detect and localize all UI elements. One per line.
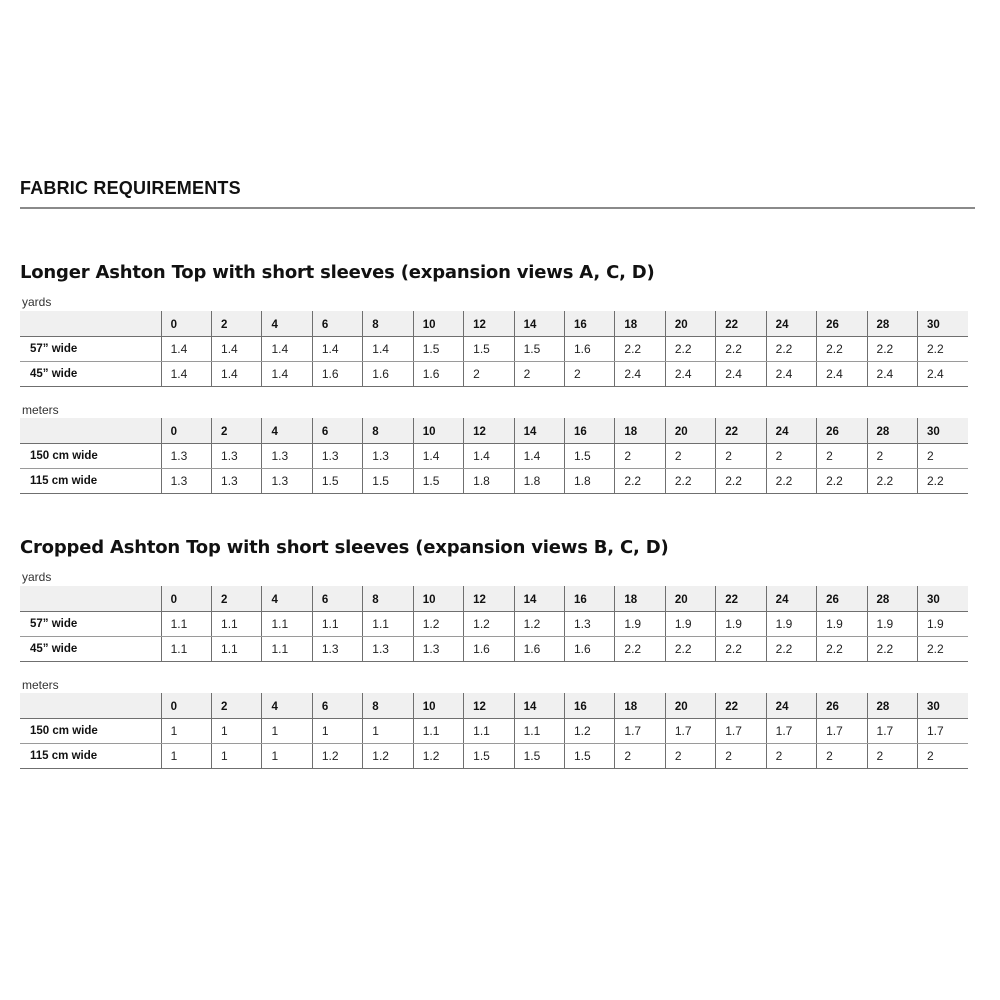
yardage-cell: 2: [615, 443, 665, 468]
size-header-cell: 14: [514, 693, 564, 718]
size-header-cell: 6: [312, 311, 362, 336]
fabric-width-label: 45” wide: [20, 636, 161, 661]
yardage-cell: 2: [867, 443, 917, 468]
table-row: [20, 611, 968, 636]
size-header-row: [20, 418, 968, 443]
size-header-cell: 10: [413, 418, 463, 443]
size-header-cell: 10: [413, 693, 463, 718]
fabric-width-label: 115 cm wide: [20, 743, 161, 768]
yardage-cell: 1.2: [514, 611, 564, 636]
yardage-cell: 1.4: [514, 443, 564, 468]
yardage-cell: 2: [817, 743, 867, 768]
yardage-cell: 1.9: [766, 611, 816, 636]
fabric-table-yards: [20, 586, 968, 662]
size-header-cell: 30: [917, 586, 968, 611]
fabric-table-yards: [20, 311, 968, 387]
yardage-cell: 1.5: [514, 743, 564, 768]
yardage-cell: 2.2: [615, 336, 665, 361]
size-header-cell: 16: [564, 693, 614, 718]
yardage-cell: 1.4: [464, 443, 514, 468]
yardage-cell: 1.3: [564, 611, 614, 636]
size-header-cell: 30: [917, 311, 968, 336]
yardage-cell: 1.9: [817, 611, 867, 636]
size-header-cell: 28: [867, 418, 917, 443]
yardage-cell: 1.2: [363, 743, 413, 768]
size-header-cell: 4: [262, 586, 312, 611]
yardage-cell: 1.5: [363, 468, 413, 493]
yardage-cell: 2: [716, 443, 766, 468]
yardage-cell: 1.3: [161, 468, 211, 493]
yardage-cell: 1.1: [363, 611, 413, 636]
size-header-cell: 18: [615, 311, 665, 336]
size-header-cell: 4: [262, 693, 312, 718]
yardage-cell: 1.3: [312, 636, 362, 661]
yardage-cell: 1.7: [716, 718, 766, 743]
size-header-cell: 0: [161, 418, 211, 443]
section-title: Longer Ashton Top with short sleeves (expansion views A, C, D): [20, 262, 655, 283]
header-corner-cell: [20, 693, 161, 718]
fabric-width-label: 150 cm wide: [20, 718, 161, 743]
table-row: [20, 743, 968, 768]
yardage-cell: 2: [817, 443, 867, 468]
title-divider: [20, 207, 975, 209]
yardage-cell: 1.4: [363, 336, 413, 361]
size-header-cell: 14: [514, 418, 564, 443]
yardage-cell: 1.6: [464, 636, 514, 661]
yardage-cell: 2.4: [766, 361, 816, 386]
section-title: Cropped Ashton Top with short sleeves (expansion views B, C, D): [20, 537, 669, 558]
size-header-row: [20, 311, 968, 336]
size-header-cell: 24: [766, 586, 816, 611]
yardage-cell: 2.2: [867, 468, 917, 493]
size-header-cell: 30: [917, 418, 968, 443]
size-header-cell: 16: [564, 418, 614, 443]
yardage-cell: 2.2: [917, 336, 968, 361]
size-header-cell: 8: [363, 693, 413, 718]
yardage-cell: 1.1: [161, 611, 211, 636]
yardage-cell: 1.6: [564, 336, 614, 361]
fabric-width-label: 150 cm wide: [20, 443, 161, 468]
yardage-cell: 2.2: [867, 336, 917, 361]
yardage-cell: 1.5: [413, 468, 463, 493]
yardage-cell: 1.3: [312, 443, 362, 468]
size-header-cell: 12: [464, 693, 514, 718]
yardage-cell: 1.6: [312, 361, 362, 386]
size-header-cell: 24: [766, 693, 816, 718]
yardage-cell: 2.2: [766, 636, 816, 661]
table-row: [20, 336, 968, 361]
yardage-cell: 1.5: [564, 443, 614, 468]
yardage-cell: 1.1: [212, 636, 262, 661]
yardage-cell: 1.3: [413, 636, 463, 661]
yardage-cell: 1.6: [514, 636, 564, 661]
yardage-cell: 1: [161, 743, 211, 768]
size-header-cell: 8: [363, 418, 413, 443]
yardage-cell: 2.2: [917, 468, 968, 493]
yardage-cell: 1.7: [665, 718, 715, 743]
yardage-cell: 2: [917, 743, 968, 768]
unit-label: yards: [22, 295, 52, 309]
yardage-cell: 1.7: [615, 718, 665, 743]
yardage-cell: 1.4: [413, 443, 463, 468]
size-header-cell: 20: [665, 418, 715, 443]
size-header-row: [20, 586, 968, 611]
yardage-cell: 2.4: [615, 361, 665, 386]
yardage-cell: 1.6: [564, 636, 614, 661]
yardage-cell: 1.7: [817, 718, 867, 743]
yardage-cell: 2.2: [766, 468, 816, 493]
size-header-cell: 10: [413, 586, 463, 611]
size-header-cell: 26: [817, 311, 867, 336]
yardage-cell: 1.4: [262, 336, 312, 361]
size-header-cell: 16: [564, 586, 614, 611]
yardage-cell: 1.9: [716, 611, 766, 636]
yardage-cell: 1.9: [917, 611, 968, 636]
size-header-cell: 8: [363, 586, 413, 611]
yardage-cell: 1.4: [212, 361, 262, 386]
yardage-cell: 1: [262, 743, 312, 768]
yardage-cell: 1.7: [766, 718, 816, 743]
yardage-cell: 2: [917, 443, 968, 468]
yardage-cell: 2.2: [615, 468, 665, 493]
yardage-cell: 2: [867, 743, 917, 768]
unit-label: yards: [22, 570, 52, 584]
size-header-cell: 2: [212, 418, 262, 443]
yardage-cell: 2: [615, 743, 665, 768]
size-header-cell: 18: [615, 693, 665, 718]
table-row: [20, 636, 968, 661]
yardage-cell: 1.3: [363, 636, 413, 661]
yardage-cell: 2.2: [817, 636, 867, 661]
yardage-cell: 1.1: [413, 718, 463, 743]
yardage-cell: 1.2: [413, 611, 463, 636]
yardage-cell: 1: [262, 718, 312, 743]
size-header-cell: 22: [716, 418, 766, 443]
yardage-cell: 1.1: [161, 636, 211, 661]
yardage-cell: 2: [514, 361, 564, 386]
yardage-cell: 1.2: [564, 718, 614, 743]
yardage-cell: 2.2: [917, 636, 968, 661]
yardage-cell: 1.1: [514, 718, 564, 743]
yardage-cell: 1.7: [917, 718, 968, 743]
yardage-cell: 1.3: [212, 443, 262, 468]
yardage-cell: 1.2: [413, 743, 463, 768]
yardage-cell: 1.5: [464, 743, 514, 768]
yardage-cell: 1.7: [867, 718, 917, 743]
header-corner-cell: [20, 586, 161, 611]
yardage-cell: 1.4: [161, 336, 211, 361]
size-header-cell: 0: [161, 693, 211, 718]
yardage-cell: 1.5: [564, 743, 614, 768]
header-corner-cell: [20, 418, 161, 443]
fabric-width-label: 57” wide: [20, 611, 161, 636]
size-header-cell: 6: [312, 693, 362, 718]
size-header-cell: 2: [212, 693, 262, 718]
yardage-cell: 1.3: [262, 443, 312, 468]
size-header-row: [20, 693, 968, 718]
fabric-table-meters: [20, 693, 968, 769]
yardage-cell: 2: [665, 743, 715, 768]
size-header-cell: 26: [817, 693, 867, 718]
size-header-cell: 22: [716, 693, 766, 718]
yardage-cell: 1.1: [262, 636, 312, 661]
size-header-cell: 30: [917, 693, 968, 718]
fabric-table-meters: [20, 418, 968, 494]
yardage-cell: 2.2: [665, 468, 715, 493]
yardage-cell: 1.4: [312, 336, 362, 361]
fabric-width-label: 115 cm wide: [20, 468, 161, 493]
yardage-cell: 1.4: [212, 336, 262, 361]
size-header-cell: 6: [312, 418, 362, 443]
yardage-cell: 2.2: [615, 636, 665, 661]
yardage-cell: 2.2: [716, 468, 766, 493]
size-header-cell: 28: [867, 693, 917, 718]
yardage-cell: 2.2: [817, 468, 867, 493]
fabric-width-label: 45” wide: [20, 361, 161, 386]
size-header-cell: 20: [665, 693, 715, 718]
page-title: FABRIC REQUIREMENTS: [20, 178, 241, 198]
yardage-cell: 2.2: [716, 636, 766, 661]
yardage-cell: 2: [464, 361, 514, 386]
size-header-cell: 4: [262, 311, 312, 336]
size-header-cell: 6: [312, 586, 362, 611]
size-header-cell: 12: [464, 311, 514, 336]
yardage-cell: 1.1: [312, 611, 362, 636]
size-header-cell: 18: [615, 418, 665, 443]
size-header-cell: 10: [413, 311, 463, 336]
size-header-cell: 0: [161, 311, 211, 336]
size-header-cell: 4: [262, 418, 312, 443]
yardage-cell: 1.8: [464, 468, 514, 493]
yardage-cell: 2.2: [716, 336, 766, 361]
yardage-cell: 2.2: [867, 636, 917, 661]
size-header-cell: 12: [464, 418, 514, 443]
size-header-cell: 20: [665, 311, 715, 336]
yardage-cell: 2: [766, 743, 816, 768]
size-header-cell: 24: [766, 311, 816, 336]
table-row: [20, 718, 968, 743]
yardage-cell: 2.4: [917, 361, 968, 386]
yardage-cell: 1.9: [615, 611, 665, 636]
yardage-cell: 1.4: [262, 361, 312, 386]
unit-label: meters: [22, 403, 59, 417]
yardage-cell: 1.1: [262, 611, 312, 636]
size-header-cell: 2: [212, 311, 262, 336]
yardage-cell: 2.2: [665, 336, 715, 361]
yardage-cell: 2.2: [766, 336, 816, 361]
yardage-cell: 1.5: [464, 336, 514, 361]
yardage-cell: 1.3: [212, 468, 262, 493]
yardage-cell: 1.3: [262, 468, 312, 493]
table-row: [20, 443, 968, 468]
yardage-cell: 1.4: [161, 361, 211, 386]
size-header-cell: 28: [867, 586, 917, 611]
yardage-cell: 1: [363, 718, 413, 743]
size-header-cell: 26: [817, 586, 867, 611]
table-row: [20, 468, 968, 493]
size-header-cell: 14: [514, 586, 564, 611]
yardage-cell: 2: [766, 443, 816, 468]
size-header-cell: 22: [716, 311, 766, 336]
size-header-cell: 20: [665, 586, 715, 611]
size-header-cell: 28: [867, 311, 917, 336]
unit-label: meters: [22, 678, 59, 692]
size-header-cell: 22: [716, 586, 766, 611]
yardage-cell: 1: [312, 718, 362, 743]
yardage-cell: 1.2: [312, 743, 362, 768]
yardage-cell: 2.2: [665, 636, 715, 661]
yardage-cell: 2.4: [716, 361, 766, 386]
header-corner-cell: [20, 311, 161, 336]
size-header-cell: 16: [564, 311, 614, 336]
yardage-cell: 2.2: [817, 336, 867, 361]
yardage-cell: 1.5: [312, 468, 362, 493]
size-header-cell: 12: [464, 586, 514, 611]
size-header-cell: 8: [363, 311, 413, 336]
yardage-cell: 1.1: [212, 611, 262, 636]
fabric-width-label: 57” wide: [20, 336, 161, 361]
size-header-cell: 26: [817, 418, 867, 443]
yardage-cell: 1: [212, 718, 262, 743]
yardage-cell: 2: [564, 361, 614, 386]
yardage-cell: 1.3: [161, 443, 211, 468]
size-header-cell: 24: [766, 418, 816, 443]
size-header-cell: 18: [615, 586, 665, 611]
yardage-cell: 2: [665, 443, 715, 468]
yardage-cell: 1.1: [464, 718, 514, 743]
yardage-cell: 1.6: [363, 361, 413, 386]
yardage-cell: 1.8: [514, 468, 564, 493]
yardage-cell: 1.2: [464, 611, 514, 636]
size-header-cell: 0: [161, 586, 211, 611]
yardage-cell: 1.5: [514, 336, 564, 361]
yardage-cell: 1.3: [363, 443, 413, 468]
size-header-cell: 2: [212, 586, 262, 611]
yardage-cell: 1.9: [665, 611, 715, 636]
yardage-cell: 1.6: [413, 361, 463, 386]
yardage-cell: 2.4: [867, 361, 917, 386]
yardage-cell: 2.4: [817, 361, 867, 386]
yardage-cell: 1.8: [564, 468, 614, 493]
yardage-cell: 2.4: [665, 361, 715, 386]
size-header-cell: 14: [514, 311, 564, 336]
yardage-cell: 2: [716, 743, 766, 768]
yardage-cell: 1.9: [867, 611, 917, 636]
yardage-cell: 1.5: [413, 336, 463, 361]
yardage-cell: 1: [212, 743, 262, 768]
yardage-cell: 1: [161, 718, 211, 743]
table-row: [20, 361, 968, 386]
